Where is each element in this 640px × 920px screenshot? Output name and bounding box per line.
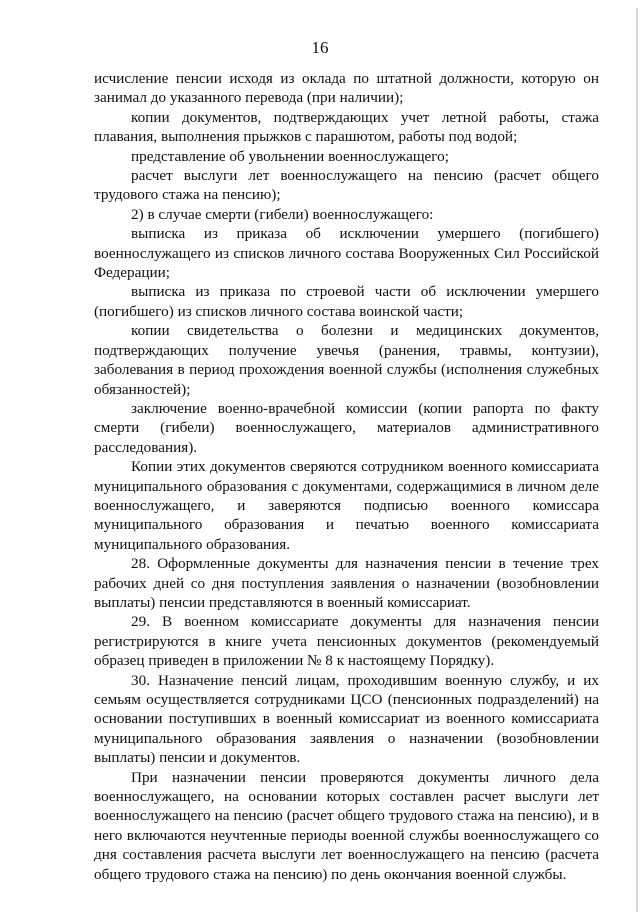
paragraph-personal-file-check: При назначении пенсии проверяются документы личного дела военнослужащего, на основании которых составлен расчет выслуги лет военнослужащего на пенсию (расчет общего трудового стажа на пенсию), и в него включаются неучтенные периоды военной службы военнослужащего со дня составления расчета выслуги лет военнослужащего на пенсию (расчета общего трудового стажа на пенсию) по день окончания военной службы. bbox=[94, 768, 599, 883]
paragraph-medical-commission: заключение военно-врачебной комиссии (копии рапорта по факту смерти (гибели) военнослужащего, материалов административного расследования). bbox=[94, 399, 599, 456]
paragraph-continuation: исчисление пенсии исходя из оклада по штатной должности, которую он занимал до указанного перевода (при наличии); bbox=[94, 70, 599, 107]
paragraph-death-case: 2) в случае смерти (гибели) военнослужащего: bbox=[131, 205, 434, 223]
paragraph-copies-verification: Копии этих документов сверяются сотрудником военного комиссариата муниципального образования с документами, содержащимися в личном деле военнослужащего, и заверяются подписью военного комиссара муниципального образования и печатью военного комиссариата муниципального образования. bbox=[94, 458, 599, 553]
page-number: 16 bbox=[311, 38, 329, 57]
scan-edge-line bbox=[636, 8, 638, 912]
paragraph-medical-documents: копии свидетельства о болезни и медицинских документов, подтверждающих получение увечья (ранения, травмы, контузии), заболевания в период прохождения военной службы (исполнения служебных обязанностей); bbox=[94, 322, 599, 398]
paragraph-order-extract-unit: выписка из приказа по строевой части об исключении умершего (погибшего) из списков личного состава воинской части; bbox=[94, 283, 599, 320]
paragraph-order-extract-armed-forces: выписка из приказа об исключении умершего (погибшего) военнослужащего из списков личного состава Вооруженных Сил Российской Федерации; bbox=[94, 225, 599, 282]
paragraph-item-29: 29. В военном комиссариате документы для назначения пенсии регистрируются в книге учета пенсионных документов (рекомендуемый образец приведен в приложении № 8 к настоящему Порядку). bbox=[94, 613, 599, 670]
paragraph-dismissal-submission: представление об увольнении военнослужащего; bbox=[131, 147, 449, 165]
paragraph-flight-documents: копии документов, подтверждающих учет летной работы, стажа плавания, выполнения прыжков с парашютом, работы под водой; bbox=[94, 108, 599, 146]
document-body bbox=[94, 69, 599, 884]
paragraph-item-28: 28. Оформленные документы для назначения пенсии в течение трех рабочих дней со дня поступления заявления о назначении (возобновлении выплаты) пенсии представляются в военный комиссариат. bbox=[94, 555, 599, 611]
paragraph-item-30: 30. Назначение пенсий лицам, проходившим военную службу, и их семьям осуществляется сотрудниками ЦСО (пенсионных подразделений) на основании поступивших в военный комиссариат из военного комиссариата муниципального образования заявления о назначении (возобновлении выплаты) пенсии и документов. bbox=[94, 671, 599, 767]
paragraph-service-length-calculation: расчет выслуги лет военнослужащего на пенсию (расчет общего трудового стажа на пенсию); bbox=[94, 167, 599, 204]
